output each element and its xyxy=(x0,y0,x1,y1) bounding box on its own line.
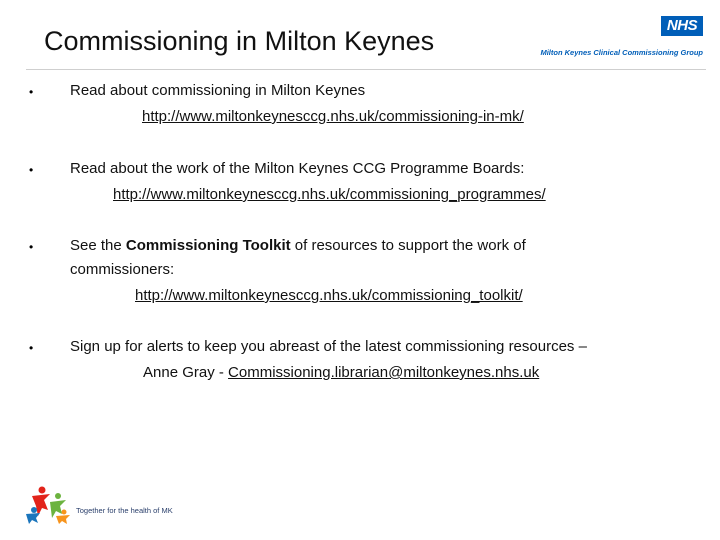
bullet-icon: • xyxy=(29,85,34,99)
list-item-text xyxy=(70,237,526,254)
commissioning-in-mk-link[interactable]: http://www.miltonkeynesccg.nhs.uk/commissioning-in-mk/ xyxy=(142,108,524,125)
ccg-name: Milton Keynes Clinical Commissioning Group xyxy=(540,48,703,57)
list-item-text: Sign up for alerts to keep you abreast of the latest commissioning resources – xyxy=(70,338,587,355)
footer-tagline: Together for the health of MK xyxy=(76,506,173,515)
commissioning-programmes-link[interactable]: http://www.miltonkeynesccg.nhs.uk/commissioning_programmes/ xyxy=(113,186,546,203)
title-divider xyxy=(26,69,706,70)
bullet-icon: • xyxy=(29,240,34,254)
list-item-text: Read about the work of the Milton Keynes CCG Programme Boards: xyxy=(70,160,525,177)
list-item-text: Read about commissioning in Milton Keynes xyxy=(70,82,366,99)
nhs-logo: NHS xyxy=(661,16,703,36)
bullet-icon: • xyxy=(29,163,34,177)
bullet-icon: • xyxy=(29,341,34,355)
librarian-email-link[interactable]: Commissioning.librarian@miltonkeynes.nhs.uk xyxy=(228,364,540,381)
page-title: Commissioning in Milton Keynes xyxy=(44,26,435,56)
commissioning-toolkit-link[interactable]: http://www.miltonkeynesccg.nhs.uk/commissioning_toolkit/ xyxy=(135,287,523,304)
list-item-text-line2: commissioners: xyxy=(70,261,175,278)
contact-name: Anne Gray - xyxy=(143,364,229,381)
contact-line xyxy=(143,364,539,381)
commissioning-toolkit-label: Commissioning Toolkit xyxy=(125,237,291,254)
people-figures-logo-icon xyxy=(24,484,72,524)
list-item-suffix: of resources to support the work of xyxy=(290,237,526,254)
list-item-prefix: See the xyxy=(70,237,126,254)
